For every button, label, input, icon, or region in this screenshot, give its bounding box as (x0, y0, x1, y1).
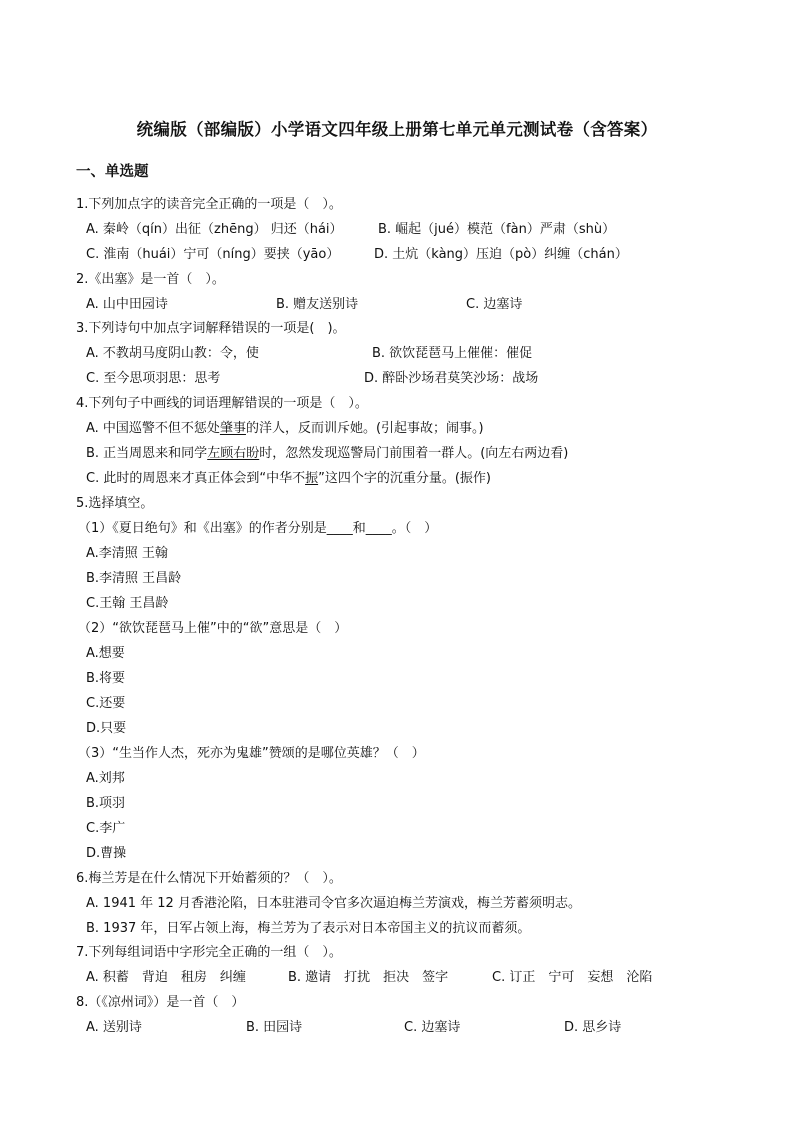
underlined-word: 振 (305, 471, 319, 486)
question-5-sub-1-option-b: B.李清照 王昌龄 (86, 571, 182, 586)
question-1-option-c: C. 淮南（huái）宁可（níng）要挟（yāo） (86, 247, 340, 262)
question-1-stem: 1.下列加点字的读音完全正确的一项是（ ）。 (76, 197, 342, 212)
option-text: B. 正当周恩来和同学 (86, 446, 208, 461)
option-text: ”这四个字的沉重分量。(振作) (318, 471, 491, 486)
question-6-option-b: B. 1937 年，日军占领上海，梅兰芳为了表示对日本帝国主义的抗议而蓄须。 (86, 921, 531, 936)
question-4-option-a (86, 420, 484, 438)
question-7-option-a: A. 积蓄 背迫 租房 纠缠 (86, 970, 246, 985)
question-4-option-c (86, 470, 491, 488)
question-1-option-b: B. 崛起（jué）模范（fàn）严肃（shù） (378, 222, 616, 237)
option-text: 的洋人，反而训斥她。(引起事故；闹事。) (245, 421, 484, 436)
question-3-option-c: C. 至今思项羽思：思考 (86, 371, 221, 386)
question-3-option-d: D. 醉卧沙场君莫笑沙场：战场 (364, 371, 539, 386)
question-8-option-c: C. 边塞诗 (404, 1020, 461, 1035)
question-6-stem: 6.梅兰芳是在什么情况下开始蓄须的？（ ）。 (76, 871, 342, 886)
option-text: 时，忽然发现巡警局门前围着一群人。(向左右两边看) (259, 446, 569, 461)
question-2-option-a: A. 山中田园诗 (86, 297, 168, 312)
question-2-stem: 2.《出塞》是一首（ ）。 (76, 272, 225, 287)
question-5-sub-3-option-c: C.李广 (86, 821, 126, 836)
question-5-sub-2-option-d: D.只要 (86, 721, 127, 736)
question-5-sub-1: （1）《夏日绝句》和《出塞》的作者分别是____和____。（ ） (78, 521, 438, 536)
question-1-option-d: D. 土炕（kàng）压迫（pò）纠缠（chán） (374, 247, 628, 262)
question-4-option-b (86, 445, 568, 463)
question-3-option-b: B. 欲饮琵琶马上催催：催促 (372, 346, 533, 361)
question-8-option-b: B. 田园诗 (246, 1020, 303, 1035)
question-5-sub-2-option-b: B.将要 (86, 671, 126, 686)
underlined-word: 肇事 (219, 421, 246, 436)
question-5-sub-1-option-c: C.王翰 王昌龄 (86, 596, 169, 611)
question-3-stem: 3.下列诗句中加点字词解释错误的一项是( )。 (76, 321, 346, 336)
question-1-option-a: A. 秦岭（qín）出征（zhēng） 归还（hái） (86, 222, 343, 237)
question-3-option-a: A. 不教胡马度阴山教：令，使 (86, 346, 259, 361)
question-2-option-c: C. 边塞诗 (466, 297, 523, 312)
question-2-option-b: B. 赠友送别诗 (276, 297, 359, 312)
question-7-option-c: C. 订正 宁可 妄想 沦陷 (492, 970, 653, 985)
section-heading: 一、单选题 (76, 164, 149, 180)
question-8-option-a: A. 送别诗 (86, 1020, 142, 1035)
question-4-stem: 4.下列句子中画线的词语理解错误的一项是（ ）。 (76, 396, 368, 411)
question-5-sub-2-option-a: A.想要 (86, 646, 125, 661)
option-text: C. 此时的周恩来才真正体会到“中华不 (86, 471, 306, 486)
question-5-sub-2: （2）“欲饮琵琶马上催”中的“欲”意思是（ ） (78, 621, 348, 636)
question-5-stem: 5.选择填空。 (76, 496, 154, 511)
question-7-option-b: B. 邀请 打扰 拒决 签字 (288, 970, 449, 985)
question-8-stem: 8.（《凉州词》）是一首（ ） (76, 995, 245, 1010)
question-5-sub-1-option-a: A.李清照 王翰 (86, 546, 168, 561)
question-8-option-d: D. 思乡诗 (564, 1020, 622, 1035)
question-5-sub-2-option-c: C.还要 (86, 696, 126, 711)
question-5-sub-3-option-a: A.刘邦 (86, 771, 125, 786)
question-6-option-a: A. 1941 年 12 月香港沦陷，日本驻港司令官多次逼迫梅兰芳演戏，梅兰芳蓄须明志。 (86, 896, 581, 911)
question-5-sub-3: （3）“生当作人杰，死亦为鬼雄”赞颂的是哪位英雄？（ ） (78, 746, 425, 761)
question-7-stem: 7.下列每组词语中字形完全正确的一组（ ）。 (76, 945, 342, 960)
underlined-word: 左顾右盼 (207, 446, 260, 461)
question-5-sub-3-option-d: D.曹操 (86, 846, 127, 861)
question-5-sub-3-option-b: B.项羽 (86, 796, 126, 811)
option-text: A. 中国巡警不但不惩处 (86, 421, 220, 436)
page-title: 统编版（部编版）小学语文四年级上册第七单元单元测试卷（含答案） (136, 120, 658, 139)
